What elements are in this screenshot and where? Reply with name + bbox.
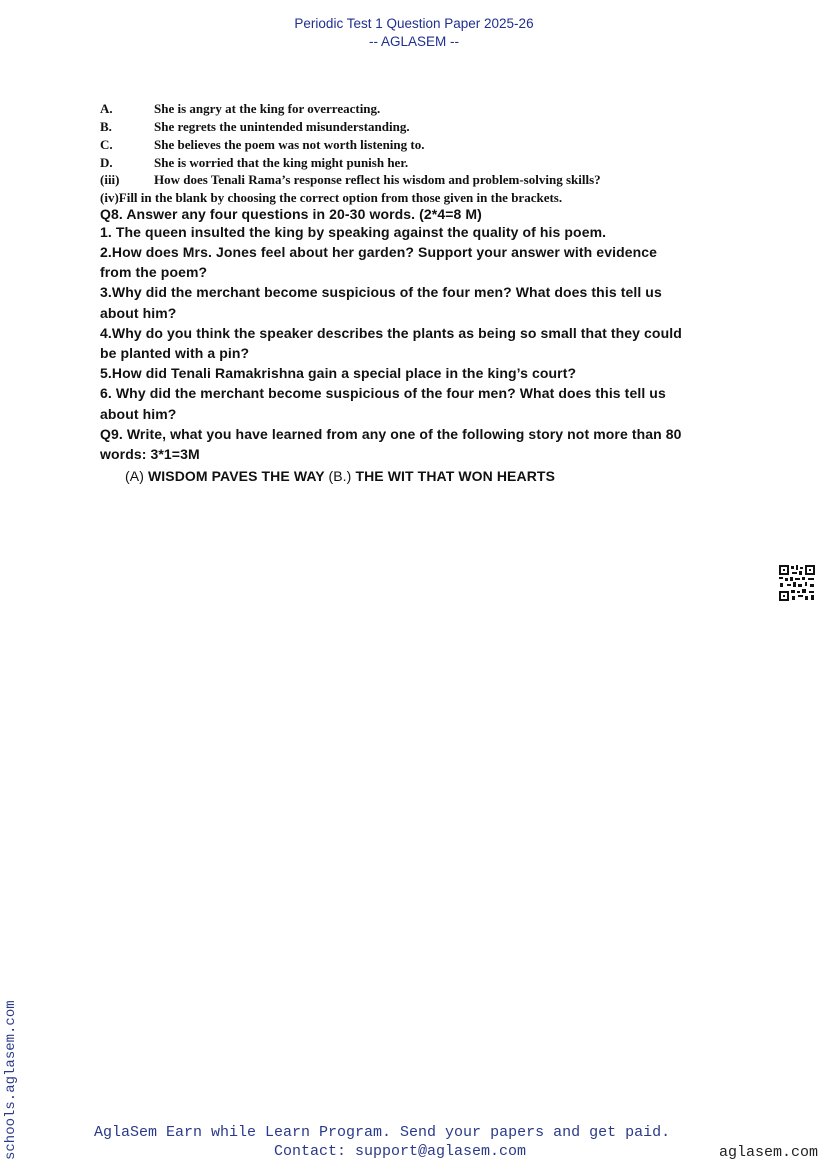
q9-line1: Q9. Write, what you have learned from any one of the following story not more than 80 (100, 426, 682, 442)
question-iii: (iii) How does Tenali Rama’s response reflect his wisdom and problem-solving skills? (100, 172, 601, 187)
q8-line: 5.How did Tenali Ramakrishna gain a special place in the king’s court? (100, 365, 577, 381)
q8-line: be planted with a pin? (100, 345, 250, 361)
footer-program-text: AglaSem Earn while Learn Program. Send your papers and get paid. (94, 1124, 671, 1141)
footer-site-link[interactable]: aglasem.com (718, 1144, 818, 1161)
q8-line: from the poem? (100, 264, 208, 280)
page-header-title: Periodic Test 1 Question Paper 2025-26 (294, 16, 534, 31)
option-c: C. She believes the poem was not worth listening to. (100, 137, 425, 152)
option-d: D. She is worried that the king might punish her. (100, 155, 409, 170)
q8-line: 2.How does Mrs. Jones feel about her garden? Support your answer with evidence (100, 244, 658, 260)
question-iv: (iv)Fill in the blank by choosing the correct option from those given in the brackets. (100, 190, 563, 205)
q8-line: 1. The queen insulted the king by speaking against the quality of his poem. (100, 224, 607, 240)
q8-line: 3.Why did the merchant become suspicious of the four men? What does this tell us (100, 284, 662, 300)
q9-line2: words: 3*1=3M (100, 446, 200, 462)
page-header-subtitle: -- AGLASEM -- (368, 34, 459, 49)
qr-code-icon (778, 564, 816, 602)
q9-choices: (A) WISDOM PAVES THE WAY (B.) THE WIT THAT WON HEARTS (125, 468, 556, 484)
q8-heading: Q8. Answer any four questions in 20-30 words. (2*4=8 M) (100, 206, 482, 222)
sidebar-watermark: schools.aglasem.com (3, 1000, 19, 1160)
option-a: A. She is angry at the king for overreacting. (100, 101, 381, 116)
footer-contact-link[interactable]: Contact: support@aglasem.com (274, 1143, 527, 1160)
q8-line: 6. Why did the merchant become suspicious of the four men? What does this tell us (100, 385, 666, 401)
q8-line: 4.Why do you think the speaker describes the plants as being so small that they could (100, 325, 682, 341)
q8-line: about him? (100, 305, 177, 321)
option-b: B. She regrets the unintended misunderstanding. (100, 119, 410, 134)
q8-line: about him? (100, 406, 177, 422)
